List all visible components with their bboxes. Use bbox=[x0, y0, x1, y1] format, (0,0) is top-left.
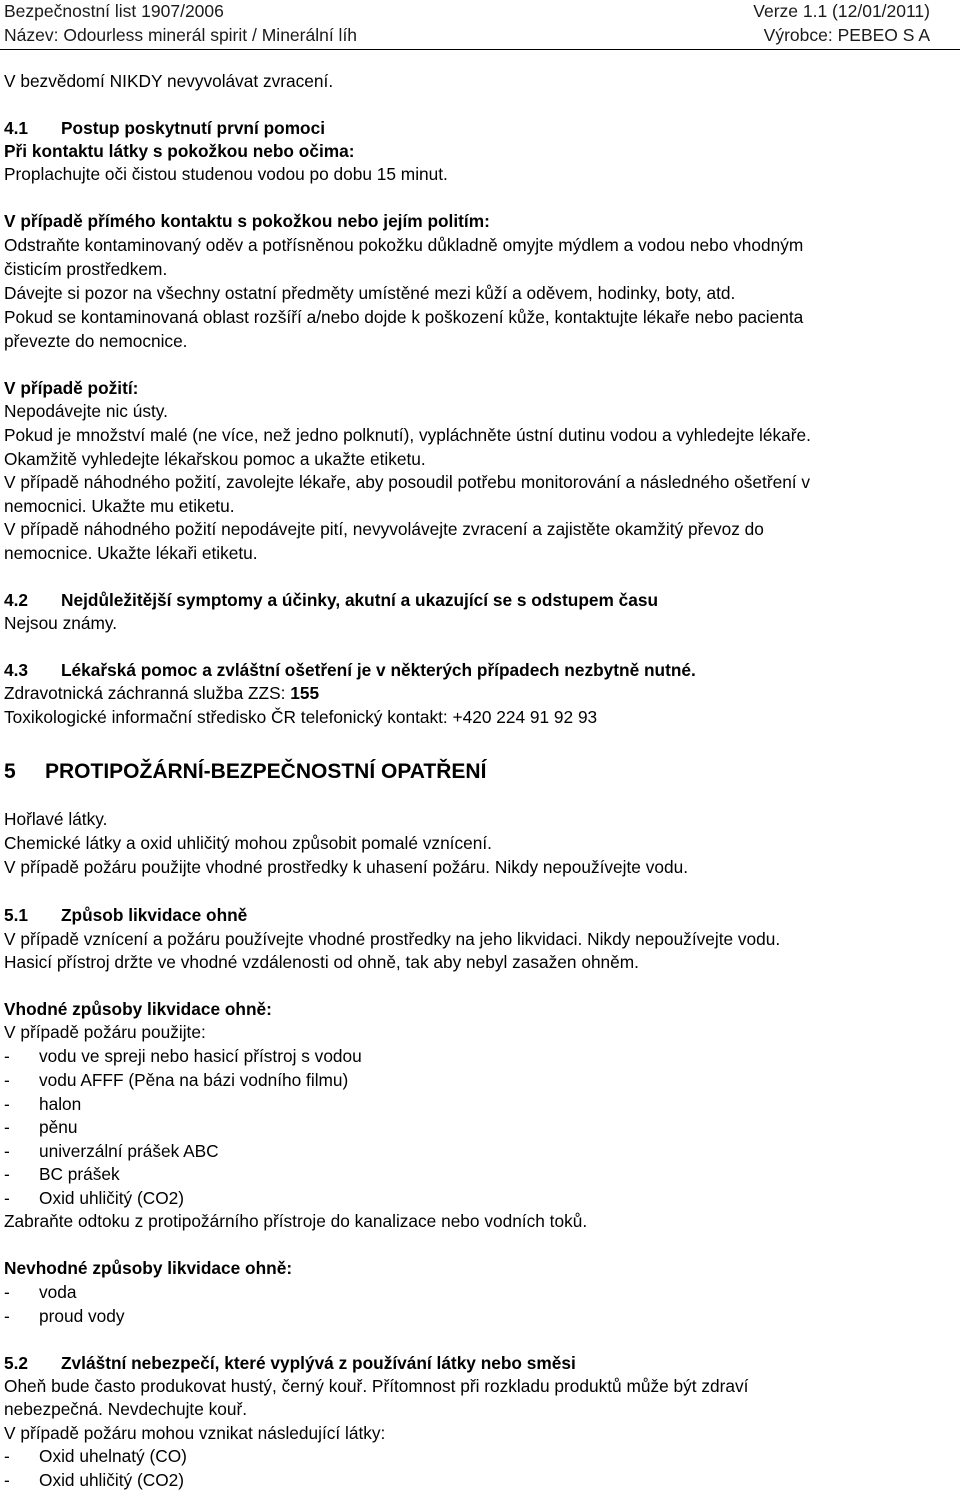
skin-contact-heading: V případě přímého kontaktu s pokožkou nebo jejím politím: bbox=[4, 211, 490, 231]
paragraph-line: převezte do nemocnice. bbox=[4, 331, 188, 351]
paragraph-line: nemocnice. Ukažte lékaři etiketu. bbox=[4, 543, 258, 563]
paragraph-line: V případě požáru mohou vznikat následující látky: bbox=[4, 1423, 386, 1443]
section-title: Zvláštní nebezpečí, které vyplývá z používání látky nebo směsi bbox=[61, 1353, 576, 1373]
paragraph-line: Hasicí přístroj držte ve vhodné vzdálenosti od ohně, tak aby nebyl zasažen ohněm. bbox=[4, 952, 639, 972]
suitable-media-heading: Vhodné způsoby likvidace ohně: bbox=[4, 999, 272, 1019]
section-title: Lékařská pomoc a zvláštní ošetření je v některých případech nezbytně nutné. bbox=[61, 660, 696, 680]
list-dash: - bbox=[4, 1117, 10, 1137]
emergency-number: 155 bbox=[290, 683, 320, 703]
vomit-warning: V bezvědomí NIKDY nevyvolávat zvracení. bbox=[4, 71, 334, 91]
unsuitable-media-heading: Nevhodné způsoby likvidace ohně: bbox=[4, 1258, 293, 1278]
emergency-service-line bbox=[4, 683, 319, 703]
paragraph-line: nebezpečná. Nevdechujte kouř. bbox=[4, 1399, 248, 1419]
section-number: 5.1 bbox=[4, 905, 29, 925]
emergency-service-label: Zdravotnická záchranná služba ZZS: bbox=[4, 683, 291, 703]
list-dash: - bbox=[4, 1446, 10, 1466]
list-item bbox=[4, 1470, 184, 1490]
list-item-text: proud vody bbox=[39, 1306, 125, 1326]
list-dash: - bbox=[4, 1070, 10, 1090]
section-number: 4.3 bbox=[4, 660, 29, 680]
paragraph-line: čisticím prostředkem. bbox=[4, 259, 168, 279]
list-item bbox=[4, 1306, 125, 1326]
paragraph-line: V případě náhodného požití nepodávejte pití, nevyvolávejte zvracení a zajistěte okamžitý převoz do bbox=[4, 519, 764, 539]
ingestion-heading: V případě požití: bbox=[4, 378, 139, 398]
paragraph-line: V případě vznícení a požáru používejte vhodné prostředky na jeho likvidaci. Nikdy nepoužívejte vodu. bbox=[4, 929, 781, 949]
list-item bbox=[4, 1188, 184, 1208]
document-header-row-2 bbox=[4, 25, 930, 47]
document-title: Bezpečnostní list 1907/2006 bbox=[4, 1, 224, 21]
section-number: 4.2 bbox=[4, 590, 29, 610]
section-number: 4.1 bbox=[4, 118, 29, 138]
section-5-1-heading bbox=[4, 905, 247, 925]
list-item-text: vodu ve spreji nebo hasicí přístroj s vodou bbox=[39, 1046, 362, 1066]
list-item bbox=[4, 1046, 362, 1066]
list-item bbox=[4, 1446, 187, 1466]
paragraph-line: Nejsou známy. bbox=[4, 613, 118, 633]
paragraph-line: Nepodávejte nic ústy. bbox=[4, 401, 168, 421]
list-item bbox=[4, 1094, 81, 1114]
paragraph-line: Chemické látky a oxid uhličitý mohou způsobit pomalé vznícení. bbox=[4, 833, 492, 853]
list-item-text: Oxid uhelnatý (CO) bbox=[39, 1446, 187, 1466]
toxicology-contact: Toxikologické informační středisko ČR telefonický kontakt: +420 224 91 92 93 bbox=[4, 707, 598, 727]
paragraph-line: Hořlavé látky. bbox=[4, 809, 108, 829]
list-dash: - bbox=[4, 1141, 10, 1161]
document-version: Verze 1.1 (12/01/2011) bbox=[753, 1, 930, 21]
list-item bbox=[4, 1141, 219, 1161]
eyes-contact-heading: Při kontaktu látky s pokožkou nebo očima: bbox=[4, 141, 355, 161]
list-item-text: Oxid uhličitý (CO2) bbox=[39, 1188, 185, 1208]
section-4-1-heading bbox=[4, 118, 325, 138]
list-item-text: vodu AFFF (Pěna na bázi vodního filmu) bbox=[39, 1070, 349, 1090]
paragraph-line: Zabraňte odtoku z protipožárního přístroje do kanalizace nebo vodních toků. bbox=[4, 1211, 588, 1231]
paragraph-line: nemocnici. Ukažte mu etiketu. bbox=[4, 496, 235, 516]
paragraph-line: Pokud se kontaminovaná oblast rozšíří a/nebo dojde k poškození kůže, kontaktujte lékaře nebo pacienta bbox=[4, 307, 804, 327]
list-dash: - bbox=[4, 1282, 10, 1302]
paragraph-line: V případě požáru použijte vhodné prostředky k uhasení požáru. Nikdy nepoužívejte vodu. bbox=[4, 857, 688, 877]
manufacturer: Výrobce: PEBEO S A bbox=[763, 25, 930, 45]
list-dash: - bbox=[4, 1046, 10, 1066]
paragraph-line: Oheň bude často produkovat hustý, černý kouř. Přítomnost při rozkladu produktů může být zdraví bbox=[4, 1376, 749, 1396]
section-title: PROTIPOŽÁRNÍ-BEZPEČNOSTNÍ OPATŘENÍ bbox=[45, 760, 487, 783]
paragraph-line: Odstraňte kontaminovaný oděv a potřísněnou pokožku důkladně omyjte mýdlem a vodou nebo vhodným bbox=[4, 235, 804, 255]
document-header-row-1 bbox=[4, 1, 930, 23]
section-5-2-heading bbox=[4, 1353, 576, 1373]
list-item-text: pěnu bbox=[39, 1117, 78, 1137]
paragraph-line: V případě náhodného požití, zavolejte lékaře, aby posoudil potřebu monitorování a následného ošetření v bbox=[4, 472, 811, 492]
list-item bbox=[4, 1282, 76, 1302]
list-dash: - bbox=[4, 1470, 10, 1490]
section-number: 5.2 bbox=[4, 1353, 29, 1373]
list-item-text: univerzální prášek ABC bbox=[39, 1141, 219, 1161]
section-number: 5 bbox=[4, 760, 16, 783]
list-dash: - bbox=[4, 1094, 10, 1114]
list-item bbox=[4, 1117, 77, 1137]
product-name: Název: Odourless minerál spirit / Minerální líh bbox=[4, 25, 358, 45]
list-item-text: Oxid uhličitý (CO2) bbox=[39, 1470, 185, 1490]
paragraph-line: Proplachujte oči čistou studenou vodou po dobu 15 minut. bbox=[4, 164, 448, 184]
list-item-text: BC prášek bbox=[39, 1164, 120, 1184]
paragraph-line: Dávejte si pozor na všechny ostatní předměty umístěné mezi kůží a oděvem, hodinky, boty, atd. bbox=[4, 283, 736, 303]
section-title: Nejdůležitější symptomy a účinky, akutní a ukazující se s odstupem času bbox=[61, 590, 659, 610]
section-4-2-heading bbox=[4, 590, 658, 610]
paragraph-line: V případě požáru použijte: bbox=[4, 1022, 206, 1042]
list-item bbox=[4, 1070, 348, 1090]
section-4-3-heading bbox=[4, 660, 696, 680]
section-title: Způsob likvidace ohně bbox=[61, 905, 248, 925]
header-divider bbox=[0, 49, 960, 50]
list-dash: - bbox=[4, 1164, 10, 1184]
list-item bbox=[4, 1164, 120, 1184]
list-dash: - bbox=[4, 1188, 10, 1208]
list-item-text: voda bbox=[39, 1282, 77, 1302]
list-item-text: halon bbox=[39, 1094, 82, 1114]
list-dash: - bbox=[4, 1306, 10, 1326]
section-title: Postup poskytnutí první pomoci bbox=[61, 118, 326, 138]
section-5-heading bbox=[4, 759, 486, 785]
paragraph-line: Pokud je množství malé (ne více, než jedno polknutí), vypláchněte ústní dutinu vodou a vyhledejte lékaře. bbox=[4, 425, 811, 445]
paragraph-line: Okamžitě vyhledejte lékařskou pomoc a ukažte etiketu. bbox=[4, 449, 426, 469]
